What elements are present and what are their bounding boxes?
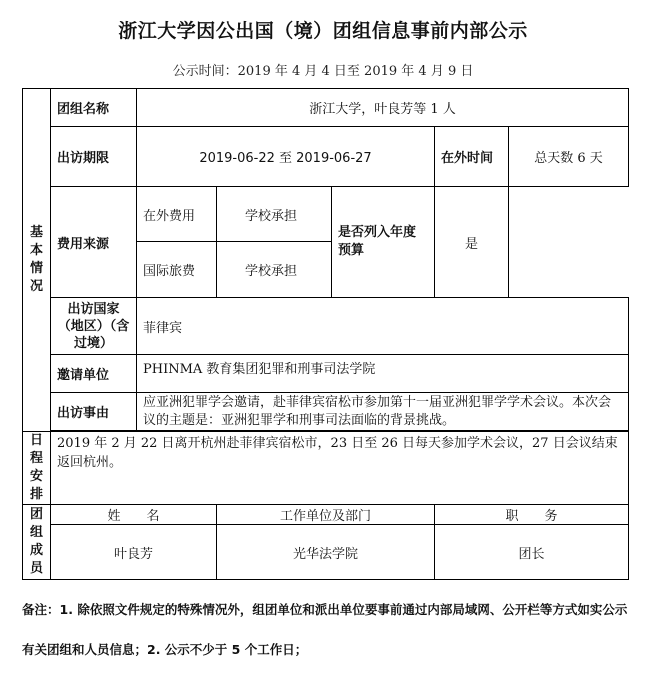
- budget-label: 是否列入年度预算: [332, 187, 435, 298]
- inviter-value: PHINMA 教育集团犯罪和刑事司法学院: [137, 355, 629, 393]
- group-name-value: 浙江大学，叶良芳等 1 人: [137, 89, 629, 127]
- budget-value: 是: [435, 187, 509, 298]
- section-basic-info: 基 本 情 况: [23, 89, 51, 432]
- group-name-label: 团组名称: [51, 89, 137, 127]
- inviter-label: 邀请单位: [51, 355, 137, 393]
- footnote: [22, 590, 628, 670]
- publicity-period: 公示时间：2019 年 4 月 4 日至 2019 年 4 月 9 日: [172, 64, 474, 79]
- section-schedule: 日 程 安 排: [23, 432, 51, 505]
- visit-period-value: 2019-06-22 至 2019-06-27: [137, 127, 435, 187]
- footnote-text: 1. 除依照文件规定的特殊情况外，组团单位和派出单位要事前通过内部局域网、公开栏等方式如实公示有关团组和人员信息；2. 公示不少于 5 个工作日；: [22, 602, 628, 657]
- page-title: 浙江大学因公出国（境）团组信息事前内部公示: [118, 20, 528, 42]
- abroad-cost-label: 在外费用: [137, 187, 217, 242]
- member-name: 叶良芳: [51, 525, 217, 580]
- members-header-position: 职 务: [435, 505, 629, 525]
- abroad-cost-value: 学校承担: [217, 187, 332, 242]
- member-unit: 光华法学院: [217, 525, 435, 580]
- intl-travel-value: 学校承担: [217, 242, 332, 298]
- member-row: [23, 525, 629, 580]
- members-header-name: 姓 名: [51, 505, 217, 525]
- funding-label: 费用来源: [51, 187, 137, 298]
- country-value: 菲律宾: [137, 298, 629, 355]
- schedule-text: 2019 年 2 月 22 日离开杭州赴菲律宾宿松市，23 日至 26 日每天参加学术会议，27 日会议结束返回杭州。: [51, 432, 629, 505]
- country-label: 出访国家（地区）（含过境）: [51, 298, 137, 355]
- abroad-time-label: 在外时间: [435, 127, 509, 187]
- footnote-label: 备注：: [22, 602, 60, 617]
- abroad-time-value: 总天数 6 天: [509, 127, 629, 187]
- section-members: 团 组 成 员: [23, 505, 51, 580]
- visit-period-label: 出访期限: [51, 127, 137, 187]
- intl-travel-label: 国际旅费: [137, 242, 217, 298]
- members-header-unit: 工作单位及部门: [217, 505, 435, 525]
- info-table: [22, 88, 629, 580]
- purpose-value: 应亚洲犯罪学会邀请，赴菲律宾宿松市参加第十一届亚洲犯罪学学术会议。本次会议的主题是：亚洲犯罪学和刑事司法面临的背景挑战。: [137, 393, 629, 431]
- member-position: 团长: [435, 525, 629, 580]
- purpose-label: 出访事由: [51, 393, 137, 431]
